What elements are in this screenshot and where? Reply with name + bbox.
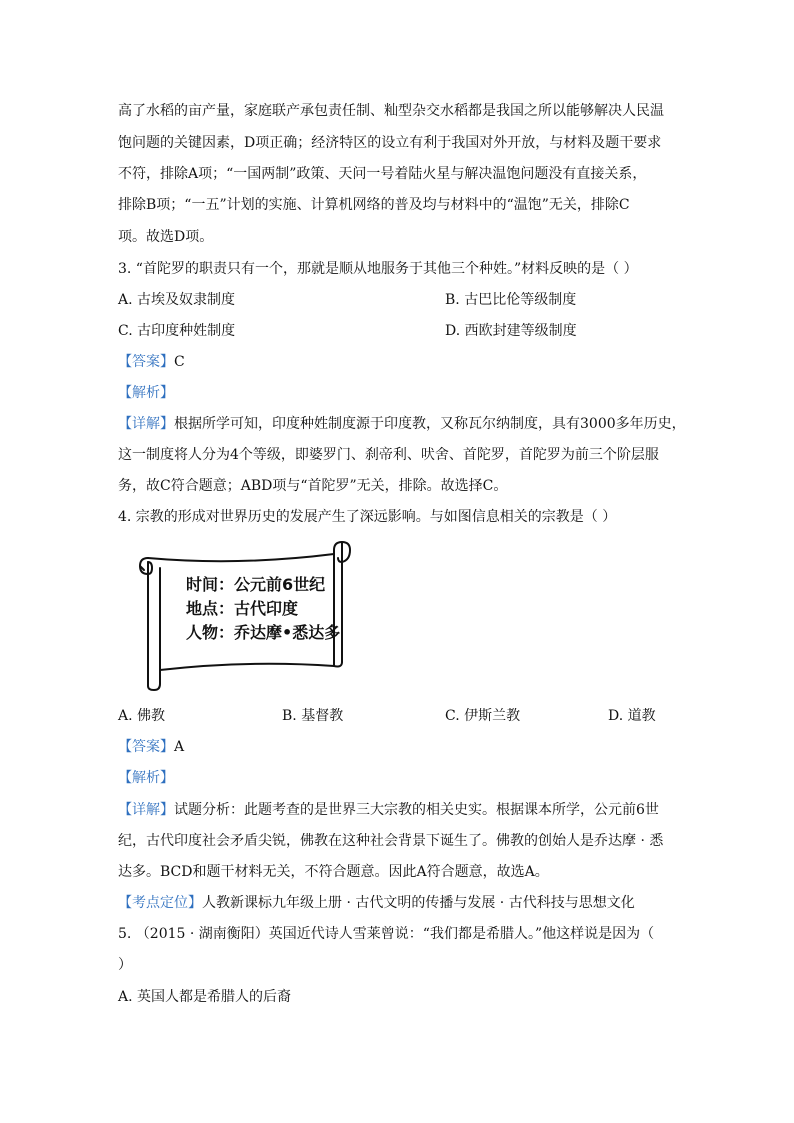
q3-answer-value: C [174, 354, 185, 370]
q4-kaodian-tag: 【考点定位】 [118, 895, 202, 911]
scroll-line-time: 时间：公元前6世纪 [186, 575, 326, 594]
q3-analysis-heading [118, 382, 688, 404]
q3-detail-line-1 [118, 413, 688, 435]
scroll-line-place: 地点：古代印度 [186, 599, 299, 618]
prev-explanation-line-2: 饱问题的关键因素，D项正确；经济特区的设立有利于我国对外开放，与材料及题干要求 [118, 135, 662, 151]
q3-stem: 3. “首陀罗的职责只有一个，那就是顺从地服务于其他三个种姓。”材料反映的是（ ） [118, 261, 638, 277]
q4-detail-line-2: 纪，古代印度社会矛盾尖锐，佛教在这种社会背景下诞生了。佛教的创始人是乔达摩 · 悉 [118, 833, 664, 849]
q4-answer [118, 736, 688, 758]
q3-detail-tag: 【详解】 [118, 416, 174, 432]
q4-option-a: A. 佛教 [118, 708, 166, 724]
q3-option-d: D. 西欧封建等级制度 [445, 323, 577, 339]
q5-stem-line-1: 5. （2015 · 湖南衡阳）英国近代诗人雪莱曾说：“我们都是希腊人。”他这样说是因为（ [118, 926, 655, 942]
q4-kaodian [118, 892, 688, 914]
q4-detail-line-3: 达多。BCD和题干材料无关，不符合题意。因此A符合题意，故选A。 [118, 864, 549, 880]
q3-answer [118, 351, 688, 373]
prev-explanation-line-5: 项。故选D项。 [118, 229, 214, 245]
q3-detail-text-1: 根据所学可知，印度种姓制度源于印度教，又称瓦尔纳制度，具有3000多年历史， [174, 416, 686, 432]
q4-option-b: B. 基督教 [282, 708, 344, 724]
q5-option-a: A. 英国人都是希腊人的后裔 [118, 989, 292, 1005]
q4-detail-line-1 [118, 799, 688, 821]
q4-analysis-heading [118, 767, 688, 789]
prev-explanation-line-1: 高了水稻的亩产量，家庭联产承包责任制、籼型杂交水稻都是我国之所以能够解决人民温 [118, 103, 664, 119]
q4-stem: 4. 宗教的形成对世界历史的发展产生了深远影响。与如图信息相关的宗教是（ ） [118, 509, 617, 525]
q3-detail-line-3: 务，故C符合题意；ABD项与“首陀罗”无关，排除。故选择C。 [118, 478, 508, 494]
q3-option-b: B. 古巴比伦等级制度 [445, 292, 577, 308]
q4-analysis-tag: 【解析】 [118, 770, 174, 786]
q4-answer-value: A [174, 739, 185, 755]
q3-analysis-tag: 【解析】 [118, 385, 174, 401]
q3-option-a: A. 古埃及奴隶制度 [118, 292, 236, 308]
q4-answer-tag: 【答案】 [118, 739, 174, 755]
prev-explanation-line-3: 不符，排除A项；“一国两制”政策、天问一号着陆火星与解决温饱问题没有直接关系， [118, 166, 647, 182]
q5-stem-line-2: ） [118, 957, 132, 973]
q4-detail-text-1: 试题分析：此题考查的是世界三大宗教的相关史实。根据课本所学，公元前6世 [174, 802, 659, 818]
q3-option-c: C. 古印度种姓制度 [118, 323, 236, 339]
q4-detail-tag: 【详解】 [118, 802, 174, 818]
q3-answer-tag: 【答案】 [118, 354, 174, 370]
q4-option-d: D. 道教 [608, 708, 656, 724]
scroll-line-person: 人物：乔达摩•悉达多 [186, 623, 341, 642]
q4-option-c: C. 伊斯兰教 [445, 708, 521, 724]
prev-explanation-line-4: 排除B项；“一五”计划的实施、计算机网络的普及均与材料中的“温饱”无关，排除C [118, 197, 630, 213]
q4-kaodian-text: 人教新课标九年级上册 · 古代文明的传播与发展 · 古代科技与思想文化 [202, 895, 635, 911]
q3-detail-line-2: 这一制度将人分为4个等级，即婆罗门、刹帝利、吠舍、首陀罗，首陀罗为前三个阶层服 [118, 447, 659, 463]
